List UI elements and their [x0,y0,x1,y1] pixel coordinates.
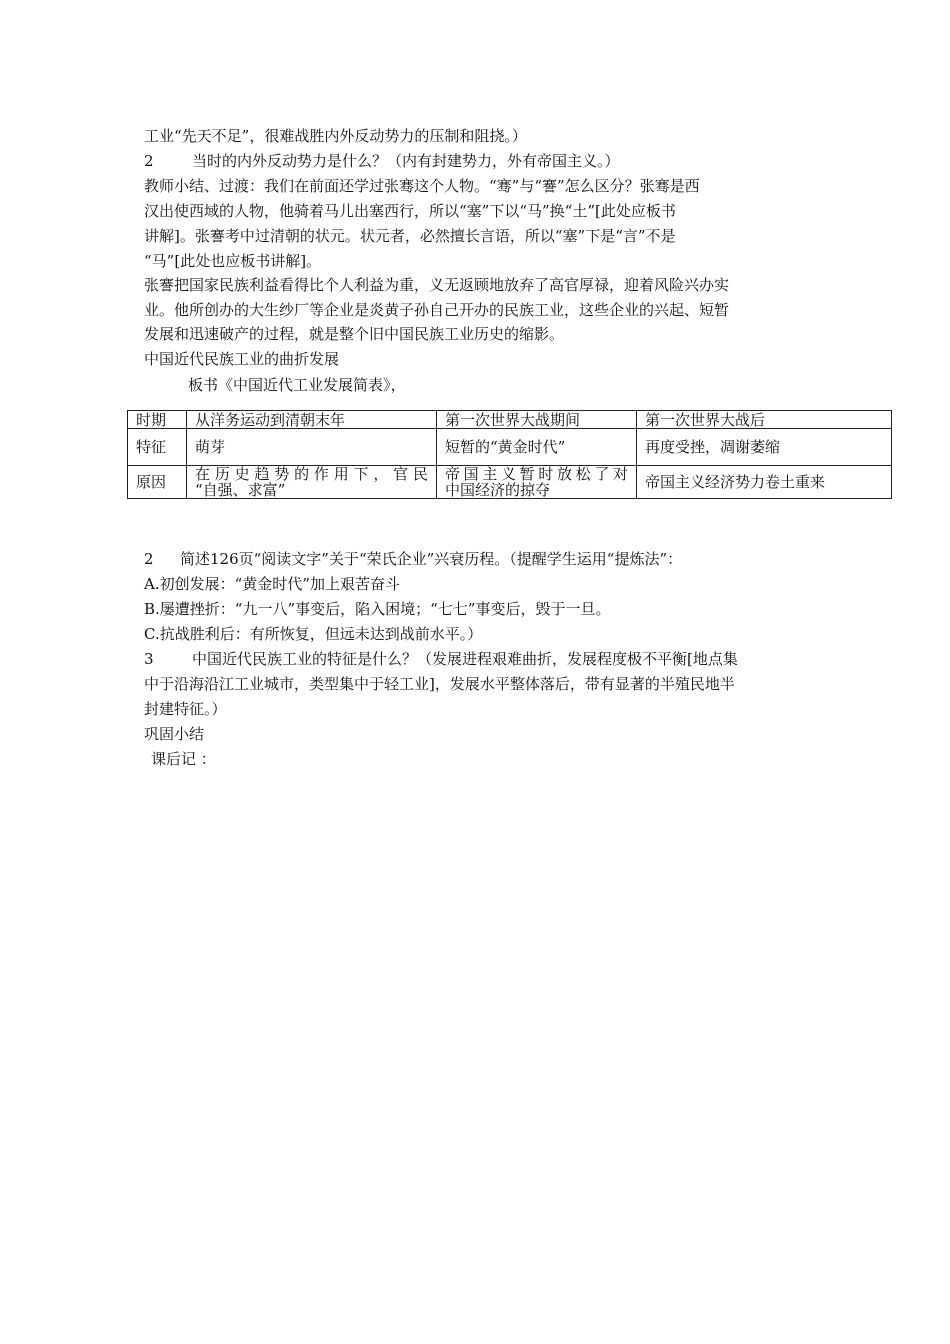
paragraph-line: 张謇把国家民族利益看得比个人利益为重，义无返顾地放弃了高官厚禄，迎着风险兴办实 [144,276,730,294]
table-row [128,429,892,466]
answer-line: A.初创发展：“黄金时代”加上艰苦奋斗 [144,575,400,593]
question-text: 简述126页“阅读文字”关于“荣氏企业”兴衰历程。（提醒学生运用“提炼法”： [180,550,683,568]
table-cell: 原因 [128,466,187,499]
paragraph-line: 汉出使西域的人物，他骑着马儿出塞西行，所以“塞”下以“马”换“土”[此处应板书 [144,202,676,220]
table-cell: 帝国主义经济势力卷土重来 [637,466,892,499]
industry-summary-table [127,410,892,499]
paragraph-line: “马”[此处也应板书讲解]。 [144,252,322,270]
cell-text-line: 在历史趋势的作用下，官民 [195,465,428,483]
paragraph-line: 教师小结、过渡：我们在前面还学过张骞这个人物。“骞”与“謇”怎么区分？张骞是西 [144,177,700,195]
cell-text-line: 中国经济的掠夺 [445,481,551,499]
paragraph-line: 工业“先天不足”，很难战胜内外反动势力的压制和阻挠。） [144,127,527,145]
section-heading: 巩固小结 [144,725,205,743]
question-text: 当时的内外反动势力是什么？（内有封建势力，外有帝国主义。） [192,152,620,170]
paragraph-line: 业。他所创办的大生纱厂等企业是炎黄子孙自己开办的民族工业，这些企业的兴起、短暂 [144,301,730,319]
table-header-cell: 从洋务运动到清朝末年 [187,411,437,429]
table-cell: 特征 [128,429,187,466]
question-number: 2 [144,152,154,170]
board-note: 板书《中国近代工业发展简表》， [188,376,406,394]
question-number: 3 [144,650,154,668]
table-header-cell: 时期 [128,411,187,429]
question-text: 中国近代民族工业的特征是什么？（发展进程艰难曲折，发展程度极不平衡[地点集 [192,650,738,668]
question-line [144,547,682,572]
answer-line: C.抗战胜利后：有所恢复，但远未达到战前水平。） [144,625,483,643]
section-heading: 中国近代民族工业的曲折发展 [144,350,340,368]
answer-line: 中于沿海沿江工业城市，类型集中于轻工业]，发展水平整体落后，带有显著的半殖民地半 [144,675,735,693]
table-header-row [128,411,892,429]
table-row [128,466,892,499]
paragraph-line: 讲解]。张謇考中过清朝的状元。状元者，必然擅长言语，所以“塞”下是“言”不是 [144,227,676,245]
answer-line: 封建特征。） [144,700,227,718]
table-cell [437,466,637,499]
table-cell: 再度受挫，凋谢萎缩 [637,429,892,466]
table-header-cell: 第一次世界大战后 [637,411,892,429]
table-cell [187,466,437,499]
table-cell: 萌芽 [187,429,437,466]
answer-line: B.屡遭挫折：“九一八”事变后，陷入困境；“七七”事变后，毁于一旦。 [144,600,611,618]
paragraph-line: 发展和迅速破产的过程，就是整个旧中国民族工业历史的缩影。 [144,325,565,343]
table-cell: 短暂的“黄金时代” [437,429,637,466]
table-header-cell: 第一次世界大战期间 [437,411,637,429]
question-number: 2 [144,550,154,568]
cell-text-line: “自强、求富” [195,481,286,499]
section-heading: 课后记 ： [151,750,216,768]
question-line [144,647,738,672]
question-line [144,149,620,174]
cell-text-line: 帝国主义暂时放松了对 [445,465,628,483]
